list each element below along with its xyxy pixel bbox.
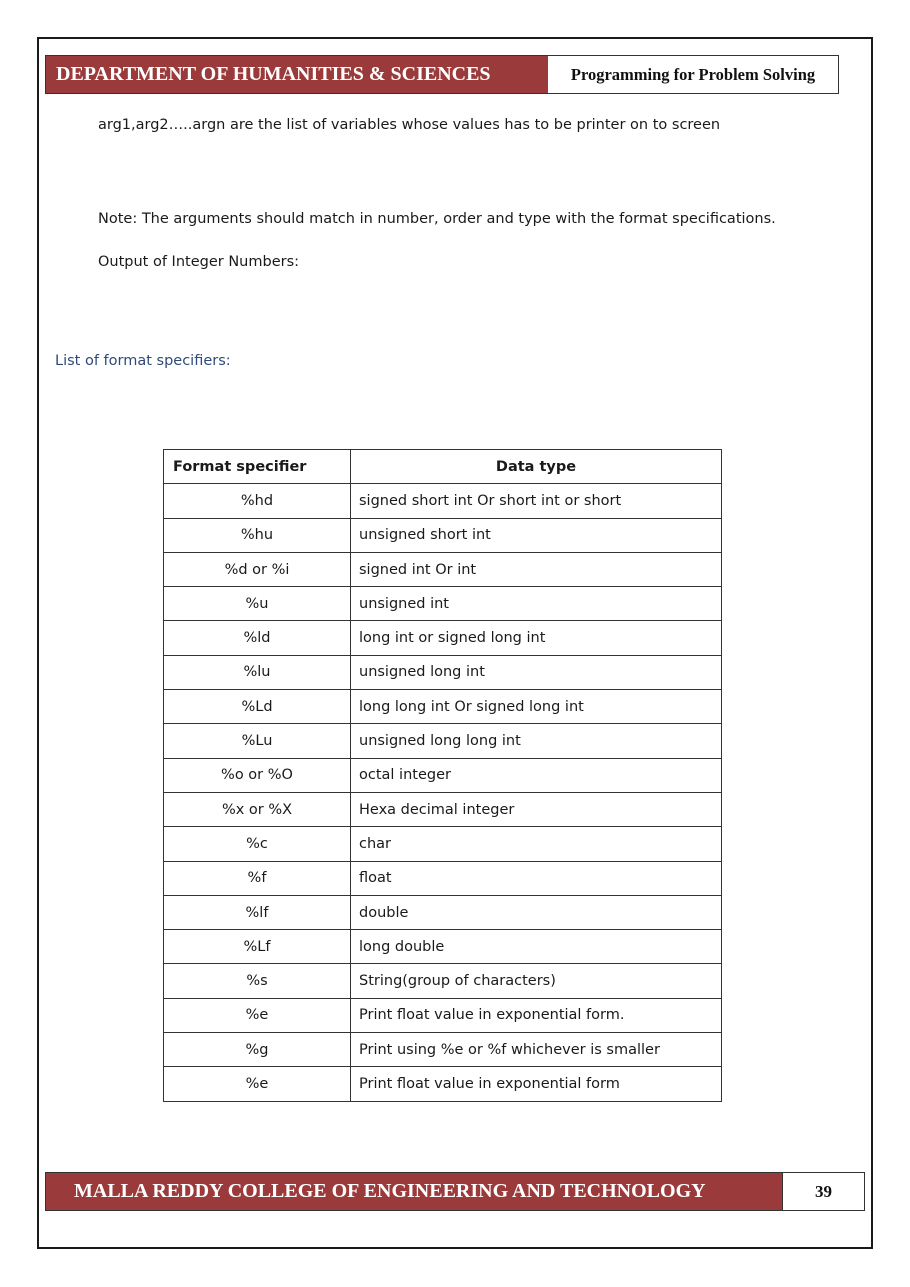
format-specifier-cell: %o or %O <box>164 758 351 792</box>
output-heading: Output of Integer Numbers: <box>98 254 300 270</box>
data-type-cell: unsigned short int <box>351 518 722 552</box>
table-row <box>164 930 722 964</box>
table-row <box>164 587 722 621</box>
column-header-data-type: Data type <box>351 450 722 484</box>
table-body <box>164 484 722 1101</box>
data-type-cell: signed short int Or short int or short <box>351 484 722 518</box>
format-specifier-cell: %s <box>164 964 351 998</box>
format-specifier-cell: %Ld <box>164 690 351 724</box>
table-row <box>164 690 722 724</box>
data-type-cell: Print using %e or %f whichever is smaller <box>351 1033 722 1067</box>
table-row <box>164 621 722 655</box>
format-specifier-table <box>163 449 722 1102</box>
format-specifier-cell: %lu <box>164 655 351 689</box>
format-specifier-cell: %ld <box>164 621 351 655</box>
department-banner: DEPARTMENT OF HUMANITIES & SCIENCES <box>46 56 548 93</box>
page-header <box>45 55 839 94</box>
table-row <box>164 1033 722 1067</box>
course-title: Programming for Problem Solving <box>548 56 838 93</box>
format-specifier-cell: %e <box>164 998 351 1032</box>
page-footer <box>45 1172 865 1211</box>
table-row <box>164 895 722 929</box>
data-type-cell: Print float value in exponential form. <box>351 998 722 1032</box>
format-specifier-cell: %g <box>164 1033 351 1067</box>
data-type-cell: char <box>351 827 722 861</box>
data-type-cell: float <box>351 861 722 895</box>
format-specifier-cell: %e <box>164 1067 351 1101</box>
note-text: Note: The arguments should match in number, order and type with the format specifications. <box>98 211 776 227</box>
format-specifier-cell: %hu <box>164 518 351 552</box>
format-specifier-cell: %Lu <box>164 724 351 758</box>
table-row <box>164 724 722 758</box>
table-row <box>164 998 722 1032</box>
format-specifier-cell: %Lf <box>164 930 351 964</box>
table-row <box>164 827 722 861</box>
table-row <box>164 518 722 552</box>
format-specifier-cell: %c <box>164 827 351 861</box>
data-type-cell: String(group of characters) <box>351 964 722 998</box>
data-type-cell: unsigned long long int <box>351 724 722 758</box>
data-type-cell: octal integer <box>351 758 722 792</box>
table-row <box>164 758 722 792</box>
args-description: arg1,arg2…..argn are the list of variables whose values has to be printer on to screen <box>98 117 721 133</box>
table-row <box>164 792 722 826</box>
table-row <box>164 552 722 586</box>
table-row <box>164 964 722 998</box>
data-type-cell: signed int Or int <box>351 552 722 586</box>
format-specifier-cell: %d or %i <box>164 552 351 586</box>
data-type-cell: Print float value in exponential form <box>351 1067 722 1101</box>
column-header-format-specifier: Format specifier <box>164 450 351 484</box>
table-row <box>164 655 722 689</box>
data-type-cell: unsigned int <box>351 587 722 621</box>
data-type-cell: Hexa decimal integer <box>351 792 722 826</box>
format-specifier-cell: %f <box>164 861 351 895</box>
data-type-cell: unsigned long int <box>351 655 722 689</box>
table-row <box>164 1067 722 1101</box>
format-specifier-cell: %lf <box>164 895 351 929</box>
data-type-cell: double <box>351 895 722 929</box>
format-specifier-cell: %x or %X <box>164 792 351 826</box>
table-row <box>164 861 722 895</box>
college-banner: MALLA REDDY COLLEGE OF ENGINEERING AND TECHNOLOGY <box>46 1173 782 1210</box>
format-specifiers-heading: List of format specifiers: <box>55 353 231 369</box>
format-specifier-cell: %hd <box>164 484 351 518</box>
table-header-row <box>164 450 722 484</box>
data-type-cell: long double <box>351 930 722 964</box>
table-row <box>164 484 722 518</box>
data-type-cell: long int or signed long int <box>351 621 722 655</box>
data-type-cell: long long int Or signed long int <box>351 690 722 724</box>
format-specifier-cell: %u <box>164 587 351 621</box>
page-number: 39 <box>782 1173 864 1210</box>
